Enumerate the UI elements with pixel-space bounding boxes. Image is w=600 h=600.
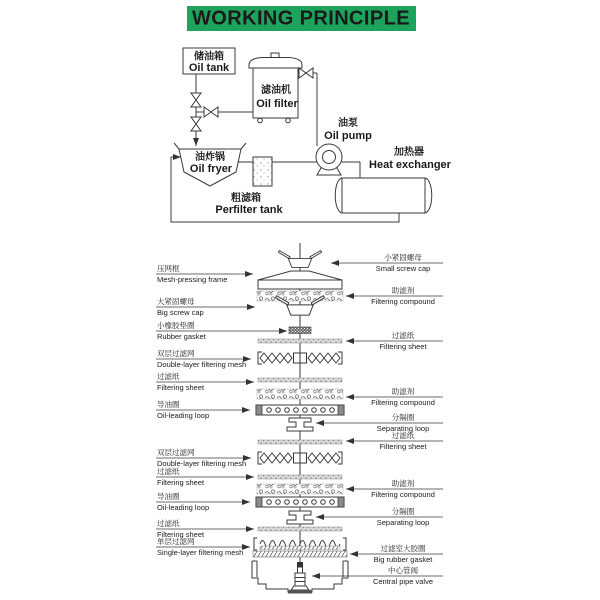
oil-fryer-label-en: Oil fryer: [189, 163, 233, 175]
oil-leading-loop-part: [256, 405, 344, 415]
page-title: WORKING PRINCIPLE: [192, 7, 410, 30]
rubber-gasket-part: [289, 327, 311, 334]
svg-text:大紧固螺母: 大紧固螺母: [157, 297, 195, 306]
svg-text:Filtering sheet: Filtering sheet: [157, 530, 205, 539]
label-small-screw-cap: [331, 252, 443, 273]
valve-icon: [299, 68, 313, 78]
svg-text:压网框: 压网框: [157, 264, 180, 273]
filtering-sheet-part: [258, 339, 342, 343]
svg-text:Filtering sheet: Filtering sheet: [379, 442, 427, 451]
oil-leading-loop-part: [256, 497, 344, 507]
svg-text:Double-layer filtering mesh: Double-layer filtering mesh: [157, 459, 247, 468]
valve-icon: [191, 93, 201, 107]
svg-text:Oil-leading loop: Oil-leading loop: [157, 503, 210, 512]
svg-text:双层过滤网: 双层过滤网: [157, 448, 195, 457]
svg-text:小紧固螺母: 小紧固螺母: [384, 253, 422, 262]
svg-text:单层过滤网: 单层过滤网: [157, 537, 195, 546]
label-double-layer-mesh-1: [156, 348, 251, 369]
separating-loop-part: [287, 418, 313, 431]
svg-text:过滤纸: 过滤纸: [391, 331, 415, 340]
label-filtering-sheet-right-1: [346, 330, 443, 351]
svg-text:分隔圈: 分隔圈: [391, 413, 415, 422]
filtering-compound-part: [257, 484, 343, 494]
svg-text:Filtering sheet: Filtering sheet: [157, 383, 205, 392]
svg-text:过滤纸: 过滤纸: [157, 467, 180, 476]
filtering-sheet-part: [258, 378, 342, 382]
central-pipe-valve-part: [288, 562, 312, 594]
label-oil-leading-loop-1: [156, 399, 250, 420]
exploded-view: [156, 243, 443, 594]
svg-text:导油圈: 导油圈: [157, 400, 180, 409]
svg-text:Filtering compound: Filtering compound: [371, 398, 435, 407]
label-filtering-sheet-right-2: [346, 430, 443, 451]
svg-text:过滤室大胶圈: 过滤室大胶圈: [380, 544, 426, 553]
label-single-layer-mesh: [156, 536, 250, 557]
svg-text:Separating loop: Separating loop: [376, 518, 430, 527]
valve-icon: [204, 107, 218, 117]
double-layer-mesh-part: [258, 352, 342, 364]
svg-text:分隔圈: 分隔圈: [391, 507, 415, 516]
filtering-sheet-part: [258, 527, 342, 531]
svg-text:助滤剂: 助滤剂: [391, 387, 415, 396]
svg-text:Filtering compound: Filtering compound: [371, 297, 435, 306]
label-rubber-gasket: [156, 320, 287, 341]
svg-text:导油圈: 导油圈: [157, 492, 180, 501]
svg-text:助滤剂: 助滤剂: [391, 479, 415, 488]
svg-text:Separating loop: Separating loop: [376, 424, 430, 433]
svg-text:Small screw cap: Small screw cap: [375, 264, 431, 273]
oil-fryer-label-zh: 油炸锅: [195, 152, 225, 163]
svg-text:助滤剂: 助滤剂: [391, 286, 415, 295]
svg-text:过滤纸: 过滤纸: [391, 431, 415, 440]
svg-text:Rubber gasket: Rubber gasket: [157, 332, 206, 341]
svg-text:过滤纸: 过滤纸: [157, 372, 180, 381]
heat-exchanger-label-en: Heat exchanger: [369, 159, 451, 171]
oil-filter-label-en: Oil filter: [256, 98, 298, 110]
svg-text:Single-layer filtering mesh: Single-layer filtering mesh: [157, 548, 244, 557]
svg-text:Filtering compound: Filtering compound: [371, 490, 435, 499]
label-central-pipe-valve: [312, 565, 443, 586]
svg-text:Double-layer filtering mesh: Double-layer filtering mesh: [157, 360, 247, 369]
title-banner: [187, 6, 416, 31]
label-double-layer-mesh-2: [156, 447, 251, 468]
valve-icon: [191, 117, 201, 131]
double-layer-mesh-part: [258, 452, 342, 464]
oil-pump-label-en: Oil pump: [324, 130, 372, 142]
label-big-rubber-gasket: [350, 543, 443, 564]
svg-text:Big rubber gasket: Big rubber gasket: [373, 555, 433, 564]
label-filtering-sheet-left-3: [156, 518, 254, 539]
svg-text:Central pipe valve: Central pipe valve: [372, 577, 434, 586]
label-oil-leading-loop-2: [156, 491, 250, 512]
svg-text:小橡胶垫圈: 小橡胶垫圈: [157, 321, 195, 330]
label-filtering-sheet-left-2: [156, 466, 254, 487]
prefilter-tank-box: [253, 157, 272, 186]
svg-text:Oil-leading loop: Oil-leading loop: [157, 411, 210, 420]
oil-pump-symbol: [316, 144, 342, 175]
oil-tank-label-en: Oil tank: [188, 62, 230, 74]
svg-text:Filtering sheet: Filtering sheet: [379, 342, 427, 351]
prefilter-tank-label-zh: 粗滤箱: [231, 193, 261, 204]
label-mesh-pressing-frame: [156, 263, 253, 284]
heat-exchanger-vessel: [335, 178, 432, 213]
mesh-pressing-frame-part: [258, 271, 342, 289]
big-rubber-gasket-part: [253, 551, 347, 557]
separating-loop-part: [287, 511, 313, 524]
label-filtering-compound-3: [346, 478, 443, 499]
oil-pump-label-zh: 油泵: [338, 118, 358, 129]
prefilter-tank-label-en: Perfilter tank: [215, 204, 283, 216]
filtering-compound-part: [257, 389, 343, 399]
filtering-sheet-part: [258, 475, 342, 479]
label-filtering-sheet-left-1: [156, 371, 254, 392]
oil-filter-label-zh: 滤油机: [261, 85, 291, 96]
filtering-compound-part: [257, 291, 343, 301]
svg-text:Big screw cap: Big screw cap: [157, 308, 204, 317]
label-big-screw-cap: [156, 296, 255, 317]
heat-exchanger-label-zh: 加热器: [394, 147, 424, 158]
label-separating-loop-2: [316, 506, 443, 527]
svg-text:过滤纸: 过滤纸: [157, 519, 180, 528]
svg-text:Filtering sheet: Filtering sheet: [157, 478, 205, 487]
oil-tank-label-zh: 储油箱: [194, 51, 224, 63]
svg-text:Mesh-pressing frame: Mesh-pressing frame: [157, 275, 228, 284]
filtering-sheet-part: [258, 440, 342, 444]
svg-text:双层过滤网: 双层过滤网: [157, 349, 195, 358]
label-filtering-compound-2: [346, 386, 443, 407]
svg-text:中心管阀: 中心管阀: [388, 566, 418, 575]
label-filtering-compound-1: [346, 285, 443, 306]
flow-diagram: [171, 48, 452, 222]
